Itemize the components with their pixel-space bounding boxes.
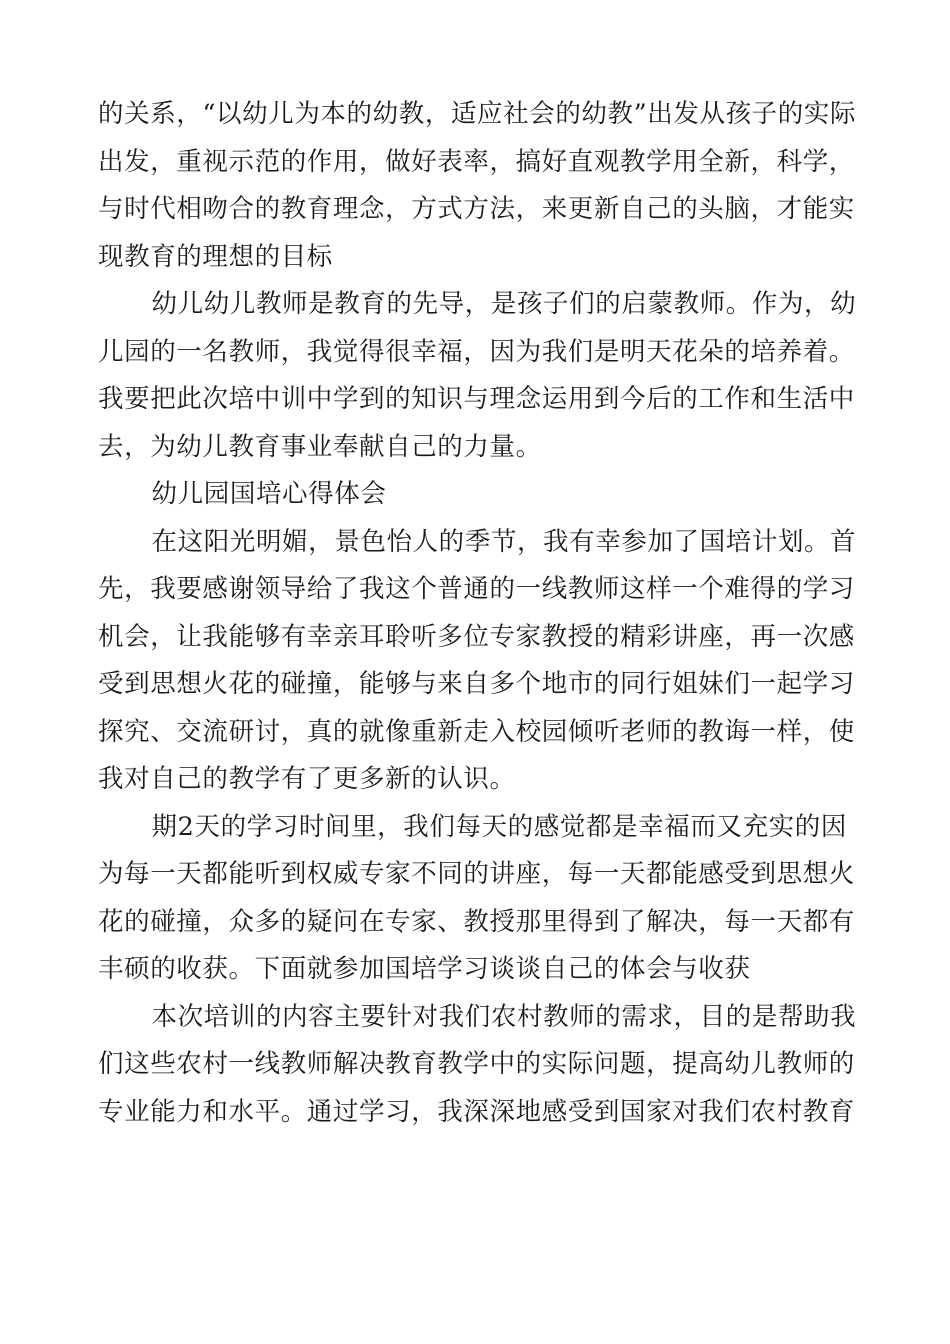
- paragraph-study-period: 期2天的学习时间里，我们每天的感觉都是幸福而又充实的因为每一天都能听到权威专家不同的讲座，每一天都能感受到思想火花的碰撞，众多的疑问在专家、教授那里得到了解决，每一天都有丰硕的收获。下面就参加国培学习谈谈自己的体会与收获: [98, 811, 855, 984]
- paragraph-gratitude: 在这阳光明媚，景色怡人的季节，我有幸参加了国培计划。首先，我要感谢领导给了我这个普通的一线教师这样一个难得的学习机会，让我能够有幸亲耳聆听多位专家教授的精彩讲座，再一次感受到思想火花的碰撞，能够与来自多个地市的同行姐妹们一起学习探究、交流研讨，真的就像重新走入校园倾听老师的教诲一样，使我对自己的教学有了更多新的认识。: [98, 526, 857, 794]
- paragraph-continuation: 的关系，“以幼儿为本的幼教，适应社会的幼教”出发从孩子的实际出发，重视示范的作用，做好表率，搞好直观教学用全新，科学，与时代相吻合的教育理念，方式方法，来更新自己的头脑，才能实现教育的理想的目标: [98, 99, 857, 272]
- paragraph-teacher-role: 幼儿幼儿教师是教育的先导，是孩子们的启蒙教师。作为，幼儿园的一名教师，我觉得很幸福，因为我们是明天花朵的培养着。我要把此次培中训中学到的知识与理念运用到今后的工作和生活中去，为幼儿教育事业奉献自己的力量。: [98, 289, 857, 462]
- section-heading: 幼儿园国培心得体会: [151, 479, 387, 509]
- document-body: [98, 91, 858, 1136]
- paragraph-training-content: 本次培训的内容主要针对我们农村教师的需求，目的是帮助我们这些农村一线教师解决教育教学中的实际问题，提高幼儿教师的专业能力和水平。通过学习，我深深地感受到国家对我们农村教育: [98, 1001, 857, 1127]
